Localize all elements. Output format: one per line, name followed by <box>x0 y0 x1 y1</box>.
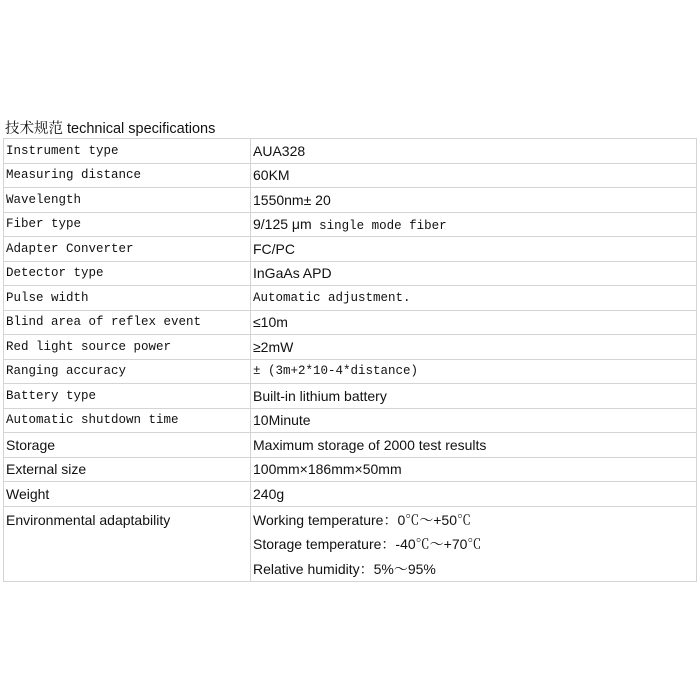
spec-label: Battery type <box>4 384 251 409</box>
spec-value-part: single mode fiber <box>311 218 447 233</box>
table-row <box>4 506 697 582</box>
spec-label: Pulse width <box>4 286 251 311</box>
spec-label: Blind area of reflex event <box>4 310 251 335</box>
spec-value: InGaAs APD <box>251 261 697 286</box>
spec-label: Storage <box>4 433 251 458</box>
spec-value: 10Minute <box>251 408 697 433</box>
spec-value-line: Working temperature：0℃～+50℃ <box>253 511 471 528</box>
spec-label: Ranging accuracy <box>4 359 251 384</box>
table-row <box>4 310 697 335</box>
spec-label: Adapter Converter <box>4 237 251 262</box>
spec-label: External size <box>4 457 251 482</box>
spec-label: Weight <box>4 482 251 507</box>
table-row <box>4 384 697 409</box>
spec-label-text: Environmental adaptability <box>6 511 171 528</box>
spec-value: ≥2mW <box>251 335 697 360</box>
spec-value <box>251 506 697 582</box>
spec-value: Maximum storage of 2000 test results <box>251 433 697 458</box>
spec-label: Automatic shutdown time <box>4 408 251 433</box>
spec-value: FC/PC <box>251 237 697 262</box>
table-row <box>4 482 697 507</box>
spec-value: 240g <box>251 482 697 507</box>
table-row <box>4 163 697 188</box>
spec-value: 1550nm± 20 <box>251 188 697 213</box>
table-row <box>4 188 697 213</box>
spec-label: Wavelength <box>4 188 251 213</box>
table-row <box>4 139 697 164</box>
table-row <box>4 457 697 482</box>
table-row <box>4 237 697 262</box>
spec-value: Automatic adjustment. <box>251 286 697 311</box>
spec-value-part: 9/125 μm <box>253 215 312 232</box>
spec-value: 100mm×186mm×50mm <box>251 457 697 482</box>
table-row <box>4 408 697 433</box>
spec-label: Red light source power <box>4 335 251 360</box>
spec-label <box>4 506 251 582</box>
spec-value: AUA328 <box>251 139 697 164</box>
table-row <box>4 359 697 384</box>
table-row <box>4 335 697 360</box>
table-row <box>4 261 697 286</box>
spec-value: ± (3m+2*10-4*distance) <box>251 359 697 384</box>
spec-value: Built-in lithium battery <box>251 384 697 409</box>
table-row <box>4 433 697 458</box>
spec-table <box>3 138 697 582</box>
spec-value: 60KM <box>251 163 697 188</box>
spec-label: Fiber type <box>4 212 251 237</box>
page-title: 技术规范 technical specifications <box>5 121 216 137</box>
spec-label: Measuring distance <box>4 163 251 188</box>
spec-label: Detector type <box>4 261 251 286</box>
table-row <box>4 212 697 237</box>
spec-value <box>251 212 697 237</box>
spec-value-line: Relative humidity：5%～95% <box>253 560 436 577</box>
table-row <box>4 286 697 311</box>
spec-value-line: Storage temperature：-40℃～+70℃ <box>253 536 482 552</box>
spec-label: Instrument type <box>4 139 251 164</box>
spec-value: ≤10m <box>251 310 697 335</box>
